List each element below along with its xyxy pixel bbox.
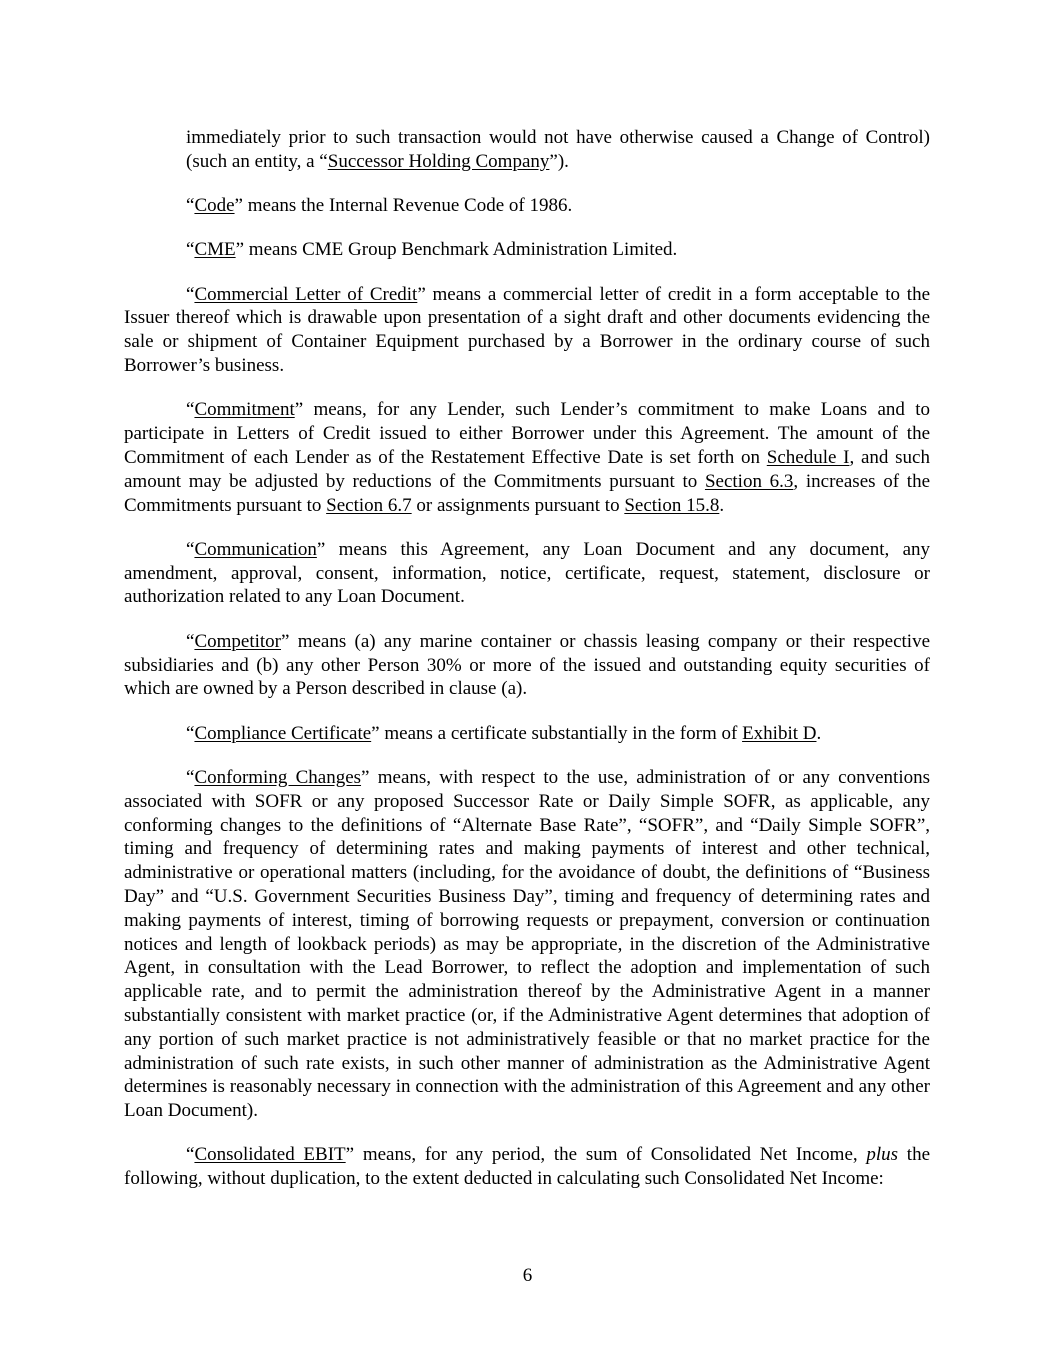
definition-paragraph-commitment: [124, 398, 930, 517]
page-number: 6: [522, 1265, 533, 1286]
paragraph-text: ” means this Agreement, any Loan Document and any document, any amendment, approval, consent, information, notice, certificate, request, statement, disclosure or authorization related to any Loan Document.: [124, 538, 930, 608]
paragraph-text: .: [816, 722, 822, 744]
paragraph-text: “: [186, 1144, 195, 1166]
paragraph-text: ” means a certificate substantially in the form of: [371, 722, 743, 744]
paragraph-text: or assignments pursuant to: [411, 494, 625, 516]
paragraph-text: , and such amount may be adjusted by reductions of the Commitments pursuant to: [124, 446, 930, 492]
defined-term: CME: [194, 239, 236, 261]
paragraph-text: ” means, for any Lender, such Lender’s commitment to make Loans and to participate in Letters of Credit issued to either Borrower under this Agreement. The amount of the Commitment of each Lender as of the Restatement Effective Date is set forth on: [124, 399, 930, 468]
paragraph-text: ” means a commercial letter of credit in a form acceptable to the Issuer thereof which is drawable upon presentation of a sight draft and other documents evidencing the sale or shipment of Container Equipment purchased by a Borrower in the ordinary course of such Borrower’s business.: [124, 283, 930, 377]
defined-term: Successor Holding Company: [327, 150, 550, 172]
paragraph-text: the following, without duplication, to the extent deducted in calculating such Consolidated Net Income:: [124, 1144, 930, 1190]
paragraph-text: ” means the Internal Revenue Code of 1986.: [234, 195, 573, 217]
paragraph-text: “: [186, 239, 195, 261]
document-page: [124, 126, 930, 1211]
paragraph-text: , increases of the Commitments pursuant to: [124, 470, 930, 516]
paragraph-text: ” means, for any period, the sum of Consolidated Net Income,: [345, 1144, 867, 1166]
definition-paragraph-conforming-changes: [124, 766, 930, 1123]
paragraph-text: ” means (a) any marine container or chassis leasing company or their respective subsidiaries and (b) any other Person 30% or more of the issued and outstanding equity securities of which are owned by a Person described in clause (a).: [124, 630, 930, 700]
defined-term: Compliance Certificate: [194, 722, 372, 744]
paragraph-text: ”).: [549, 150, 569, 172]
defined-term: Commercial Letter of Credit: [194, 283, 418, 305]
definition-paragraph-commercial-letter-of-credit: [124, 283, 930, 378]
definition-paragraph-consolidated-ebit: [124, 1143, 930, 1191]
definition-paragraph-successor-holding: [186, 126, 930, 174]
paragraph-text: “: [186, 399, 195, 421]
paragraph-text: “: [186, 722, 195, 744]
defined-term: Section 6.7: [326, 494, 412, 516]
paragraph-text: ” means, with respect to the use, administration of or any conventions associated with SOFR or any proposed Successor Rate or Daily Simple SOFR, as applicable, any conforming changes to the definitions of “Alternate Base Rate”, “SOFR”, and “Daily Simple SOFR”, timing and frequency of determining rates and making payments of interest and other technical, administrative or operational matters (including, for the avoidance of doubt, the definitions of “Business Day” and “U.S. Government Securities Business Day”, timing and frequency of determining rates and making payments of interest, timing of borrowing requests or prepayment, conversion or continuation notices and length of lookback periods) as may be appropriate, in the discretion of the Administrative Agent, in consultation with the Lead Borrower, to reflect the adoption and implementation of such applicable rate, and to permit the administration thereof by the Administrative Agent in a manner substantially consistent with market practice (or, if the Administrative Agent determines that adoption of any portion of such market practice is not administratively feasible or that no market practice for the administration of such rate exists, in such other manner of administration as the Administrative Agent determines is reasonably necessary in connection with the administration of this Agreement and any other Loan Document).: [124, 766, 930, 1122]
paragraph-text: “: [186, 195, 195, 217]
definition-paragraph-cme: [124, 238, 930, 262]
paragraph-text: “: [186, 766, 195, 788]
paragraph-text: “: [186, 283, 195, 305]
definition-paragraph-compliance-certificate: [124, 722, 930, 746]
document-body: [124, 126, 930, 1191]
definition-paragraph-code: [124, 194, 930, 218]
defined-term: Code: [194, 195, 235, 217]
paragraph-text: immediately prior to such transaction would not have otherwise caused a Change of Control) (such an entity, a “: [186, 127, 930, 172]
paragraph-text: “: [186, 630, 195, 652]
emphasis-text: plus: [866, 1144, 899, 1166]
defined-term: Section 15.8: [624, 494, 720, 516]
paragraph-text: “: [186, 538, 195, 560]
defined-term: Exhibit D: [742, 722, 817, 744]
paragraph-text: ” means CME Group Benchmark Administration Limited.: [235, 239, 678, 261]
definition-paragraph-competitor: [124, 630, 930, 701]
defined-term: Consolidated EBIT: [194, 1144, 346, 1166]
defined-term: Communication: [194, 538, 317, 560]
defined-term: Competitor: [194, 630, 281, 652]
defined-term: Commitment: [194, 399, 295, 421]
defined-term: Conforming Changes: [194, 766, 362, 788]
defined-term: Section 6.3: [704, 470, 794, 492]
defined-term: Schedule I: [766, 446, 850, 468]
definition-paragraph-communication: [124, 538, 930, 609]
paragraph-text: .: [719, 494, 725, 516]
